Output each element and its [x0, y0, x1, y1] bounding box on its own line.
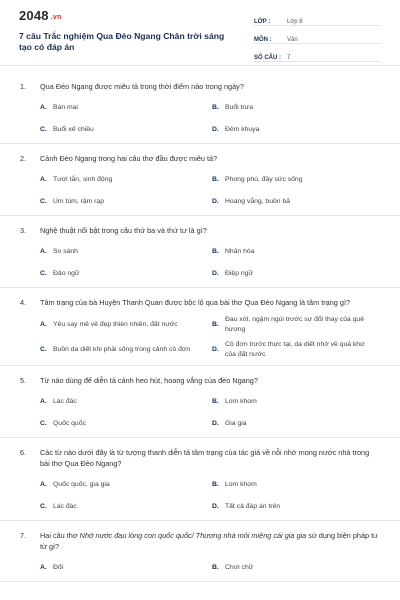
- answer-option[interactable]: [212, 99, 384, 116]
- option-text: So sánh: [53, 247, 78, 255]
- answer-option[interactable]: [40, 265, 212, 282]
- option-letter: A.: [40, 103, 47, 111]
- answer-option[interactable]: [40, 340, 212, 360]
- option-letter: B.: [212, 247, 219, 255]
- option-text: Tươi tắn, sinh động: [53, 175, 113, 183]
- option-text: Um tùm, rậm rạp: [53, 197, 104, 205]
- header: [0, 0, 400, 66]
- meta-row: [254, 10, 380, 26]
- answer-option[interactable]: [40, 315, 212, 335]
- answer-option[interactable]: [212, 265, 384, 282]
- meta-key: LỚP :: [254, 19, 271, 25]
- answer-options: [40, 99, 380, 143]
- page-title: 7 câu Trắc nghiệm Qua Đèo Ngang Chân trời sáng tạo có đáp án: [19, 31, 225, 52]
- option-text: Buổi trưa: [225, 103, 253, 111]
- question-line: [20, 530, 380, 552]
- question-line: [20, 375, 380, 386]
- option-letter: C.: [40, 197, 47, 205]
- meta-info: [254, 10, 380, 64]
- answer-option[interactable]: [40, 415, 212, 432]
- answer-option[interactable]: [212, 415, 384, 432]
- question-line: [20, 225, 380, 236]
- meta-value: Lớp 8: [287, 19, 303, 25]
- option-letter: C.: [40, 346, 47, 353]
- answer-options: [40, 476, 380, 520]
- question-line: [20, 153, 380, 164]
- question-item: [0, 288, 400, 366]
- answer-option[interactable]: [212, 171, 384, 188]
- option-text: Buồn da diết khi phải sống trong cảnh cô đơn: [53, 346, 191, 353]
- answer-option[interactable]: [212, 121, 384, 138]
- question-number: 4.: [20, 298, 27, 307]
- answer-option[interactable]: [40, 393, 212, 410]
- option-text: Đau xót, ngậm ngùi trước sự đổi thay của quê hương: [225, 316, 364, 333]
- option-letter: A.: [40, 321, 47, 328]
- option-letter: A.: [40, 247, 47, 255]
- answer-option[interactable]: [40, 559, 212, 576]
- meta-value: 7: [287, 55, 291, 61]
- option-letter: A.: [40, 175, 47, 183]
- answer-option[interactable]: [40, 243, 212, 260]
- option-letter: A.: [40, 397, 47, 405]
- question-list: [0, 72, 400, 582]
- question-text: Cảnh Đèo Ngang trong hai câu thơ đầu được miêu tả?: [40, 154, 218, 163]
- answer-options: [40, 171, 380, 215]
- question-text: Nghệ thuật nổi bật trong câu thứ ba và thứ tư là gì?: [40, 226, 207, 235]
- answer-options: [40, 243, 380, 287]
- answer-option[interactable]: [212, 315, 384, 335]
- option-letter: D.: [212, 502, 219, 510]
- option-text: Lom khom: [225, 397, 257, 405]
- meta-row: [254, 28, 380, 44]
- option-letter: B.: [212, 397, 219, 405]
- answer-option[interactable]: [212, 498, 384, 515]
- option-letter: D.: [212, 125, 219, 133]
- option-letter: B.: [212, 563, 219, 571]
- option-text: Nhân hóa: [225, 247, 255, 255]
- option-text: Quốc quốc, gia gia: [53, 480, 110, 488]
- option-letter: D.: [212, 197, 219, 205]
- option-letter: D.: [212, 346, 219, 353]
- site-logo[interactable]: 2048 .vn: [19, 8, 62, 23]
- answer-option[interactable]: [212, 559, 384, 576]
- question-text: Từ nào dùng để diễn tả cảnh heo hút, hoang vắng của đèo Ngang?: [40, 376, 258, 385]
- question-number: 1.: [20, 82, 27, 91]
- question-item: [0, 521, 400, 582]
- meta-value: Văn: [287, 37, 298, 43]
- answer-option[interactable]: [212, 393, 384, 410]
- option-text: Chơi chữ: [225, 563, 254, 571]
- question-text: Tâm trạng của bà Huyện Thanh Quan được bộc lộ qua bài thơ Qua Đèo Ngang là tâm trạng gì?: [40, 298, 351, 307]
- question-item: [0, 366, 400, 438]
- question-item: [0, 216, 400, 288]
- option-text: Đêm khuya: [225, 125, 260, 133]
- option-letter: D.: [212, 269, 219, 277]
- question-number: 6.: [20, 448, 27, 457]
- question-number: 7.: [20, 531, 27, 540]
- option-letter: C.: [40, 125, 47, 133]
- option-text: Điệp ngữ: [225, 269, 253, 277]
- option-text: Lác đác: [53, 397, 77, 405]
- option-letter: A.: [40, 563, 47, 571]
- option-text: Lác đác: [53, 502, 77, 510]
- question-text: Hai câu thơ Nhớ nước đau lòng con quốc quốc/ Thương nhà mỏi miệng cái gia gia sử dụng biện pháp tu từ gì?: [40, 531, 378, 551]
- question-number: 2.: [20, 154, 27, 163]
- answer-option[interactable]: [40, 498, 212, 515]
- question-line: [20, 447, 380, 469]
- answer-option[interactable]: [212, 476, 384, 493]
- question-text: Các từ nào dưới đây là từ tượng thanh diễn tả tâm trạng của tác giả về nỗi nhớ mong nước nhà trong bài thơ Qua Đèo Ngang?: [40, 448, 370, 468]
- option-text: Hoang vắng, buồn bã: [225, 197, 291, 205]
- option-text: Đối: [53, 563, 64, 571]
- option-text: Phong phú, đầy sức sống: [225, 175, 303, 183]
- answer-option[interactable]: [40, 476, 212, 493]
- answer-options: [40, 559, 380, 581]
- question-item: [0, 438, 400, 521]
- option-letter: C.: [40, 419, 47, 427]
- meta-key: MÔN :: [254, 37, 272, 43]
- option-letter: D.: [212, 419, 219, 427]
- meta-key: SỐ CÂU :: [254, 55, 281, 61]
- option-text: Buổi xế chiều: [53, 125, 94, 133]
- option-text: Gia gia: [225, 419, 247, 427]
- question-number: 5.: [20, 376, 27, 385]
- option-letter: A.: [40, 480, 47, 488]
- option-letter: B.: [212, 175, 219, 183]
- answer-option[interactable]: [212, 340, 384, 360]
- option-letter: B.: [212, 103, 219, 111]
- question-line: [20, 81, 380, 92]
- question-line: [20, 297, 380, 308]
- question-item: [0, 144, 400, 216]
- question-item: [0, 72, 400, 144]
- answer-option[interactable]: [212, 193, 384, 210]
- meta-row: [254, 46, 380, 62]
- option-text: Tất cả đáp án trên: [225, 502, 281, 510]
- option-text: Ban mai: [53, 103, 78, 111]
- answer-option[interactable]: [212, 243, 384, 260]
- option-letter: B.: [212, 321, 219, 328]
- answer-option[interactable]: [40, 193, 212, 210]
- answer-options: [40, 315, 380, 365]
- question-number: 3.: [20, 226, 27, 235]
- option-letter: C.: [40, 502, 47, 510]
- answer-option[interactable]: [40, 171, 212, 188]
- option-text: Lom khom: [225, 480, 257, 488]
- answer-option[interactable]: [40, 121, 212, 138]
- option-text: Cô đơn trước thực tại, da diết nhớ về quá khứ của đất nước: [225, 341, 365, 358]
- option-letter: B.: [212, 480, 219, 488]
- option-text: Yêu say mê vẻ đẹp thiên nhiên, đất nước: [53, 321, 178, 328]
- answer-options: [40, 393, 380, 437]
- answer-option[interactable]: [40, 99, 212, 116]
- option-letter: C.: [40, 269, 47, 277]
- option-text: Quốc quốc: [53, 419, 86, 427]
- question-text: Qua Đèo Ngang được miêu tả trong thời điểm nào trong ngày?: [40, 82, 244, 91]
- option-text: Đảo ngữ: [53, 269, 80, 277]
